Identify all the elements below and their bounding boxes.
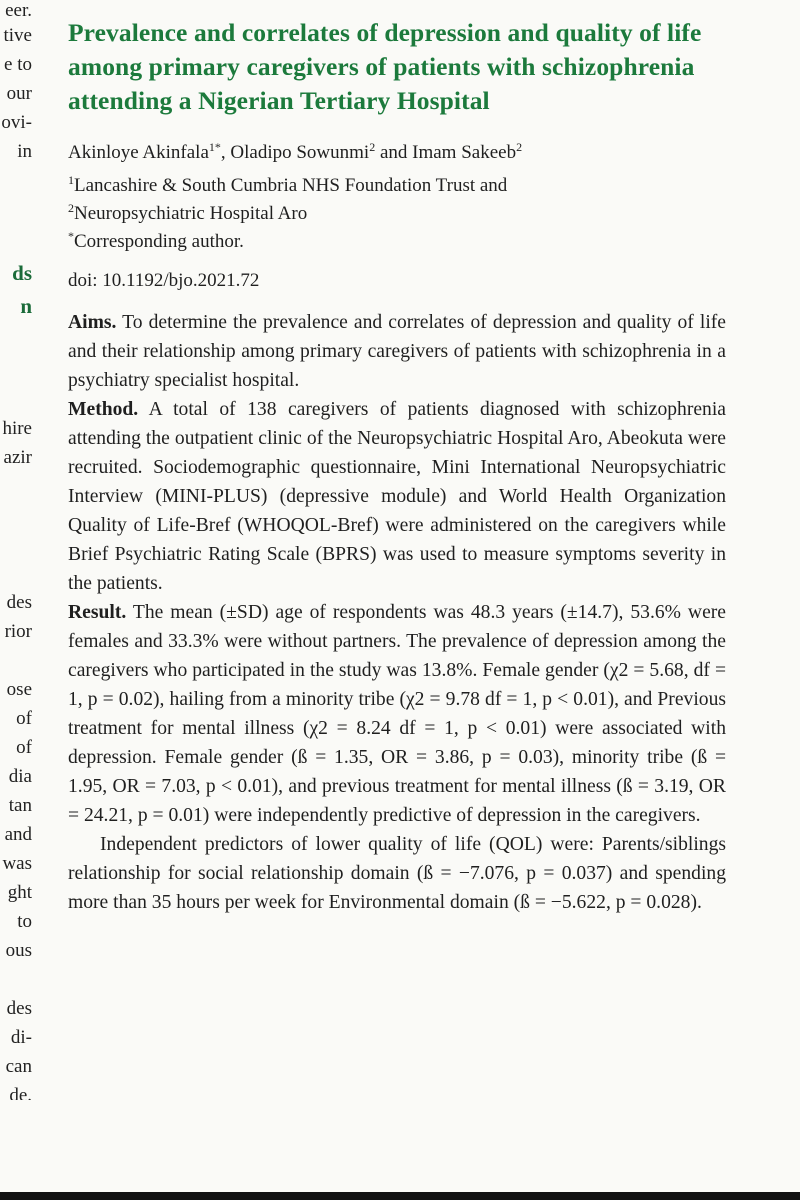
column-fragment: di- bbox=[10, 1027, 32, 1048]
page-edge bbox=[0, 1192, 800, 1200]
column-fragment: ous bbox=[5, 940, 32, 961]
column-fragment: des bbox=[6, 592, 32, 613]
column-fragment: tan bbox=[8, 795, 32, 816]
column-fragment: n bbox=[20, 294, 32, 318]
column-fragment: was bbox=[2, 853, 32, 874]
column-fragment: e to bbox=[4, 54, 32, 75]
doi-link[interactable]: doi: 10.1192/bjo.2021.72 bbox=[68, 270, 260, 291]
column-fragment: in bbox=[17, 141, 32, 162]
author-list: Akinloye Akinfala$^{1*}$, Oladipo Sowunmi$^2$ and Imam Sakeeb$^2$ bbox=[68, 140, 523, 163]
column-fragment: of bbox=[16, 708, 32, 729]
affiliation-number: 1 bbox=[208, 140, 215, 154]
result-paragraph: Result. The mean (±SD) age of respondents was 48.3 years (±14.7), 53.6% were females and 33.3% were without partners. The prevalence of depression among the caregivers who participated in the study was 13.8%. Female gender (χ2 = 5.68, df = 1, p = 0.02), hailing from a minority tribe (χ2 = 9.78 df = 1, p < 0.01), and Previous treatment for mental illness (χ2 = 8.24 df = 1, p < 0.01) were associated with depression. Female gender (ß = 1.35, OR = 3.86, p = 0.03), minority tribe (ß = 1.95, OR = 7.03, p < 0.01), and previous treatment for mental illness (ß = 3.19, OR = 24.21, p = 0.01) were independently predictive of depression in the caregivers. bbox=[68, 602, 726, 826]
author-name: Akinloye Akinfala bbox=[68, 142, 209, 163]
column-fragment: dia bbox=[8, 766, 32, 787]
affiliation-line: $^2$Neuropsychiatric Hospital Aro bbox=[68, 201, 308, 224]
column-fragment: rior bbox=[4, 621, 32, 642]
affiliation-number: 2 bbox=[369, 140, 376, 154]
column-fragment: ds bbox=[12, 261, 32, 285]
column-fragment: and bbox=[4, 824, 32, 845]
column-fragment: can bbox=[5, 1056, 32, 1077]
abstract-body bbox=[68, 308, 726, 917]
method-paragraph: Method. A total of 138 caregivers of patients diagnosed with schizophrenia attending the outpatient clinic of the Neuropsychiatric Hospital Aro, Abeokuta were recruited. Sociodemographic questionnaire, Mini International Neuropsychiatric Interview (MINI-PLUS) (depressive module) and World Health Organization Quality of Life-Bref (WHOQOL-Bref) were administered on the caregivers while Brief Psychiatric Rating Scale (BPRS) was used to measure symptoms severity in the patients. bbox=[68, 399, 726, 594]
author-name: Imam Sakeeb bbox=[412, 142, 517, 163]
column-fragment: hire bbox=[2, 418, 32, 439]
qol-paragraph: Independent predictors of lower quality of life (QOL) were: Parents/siblings relationship for social relationship domain (ß = −7.076, p = 0.037) and spending more than 35 hours per week for Environmental domain (ß = −5.622, p = 0.028). bbox=[68, 834, 726, 913]
column-fragment: eer. bbox=[5, 0, 32, 21]
column-fragment: de. bbox=[9, 1085, 32, 1100]
section-heading: Aims. bbox=[68, 312, 117, 333]
column-fragment: azir bbox=[3, 447, 32, 468]
column-fragment: to bbox=[17, 911, 32, 932]
column-fragment: ose bbox=[6, 679, 32, 700]
section-heading: Result. bbox=[68, 602, 127, 623]
column-fragment: ght bbox=[7, 882, 32, 903]
column-fragment: tive bbox=[3, 25, 32, 46]
affiliation-line: $^1$Lancashire & South Cumbria NHS Foundation Trust and bbox=[68, 173, 508, 196]
column-fragment: our bbox=[6, 83, 32, 104]
column-fragment: of bbox=[16, 737, 32, 758]
corresponding-mark: * bbox=[214, 140, 221, 154]
affiliations bbox=[68, 172, 726, 256]
previous-column-fragments bbox=[0, 0, 40, 1100]
article-title: Prevalence and correlates of depression and quality of life among primary caregivers of patients with schizophrenia attending a Nigerian Tertiary Hospital bbox=[68, 18, 702, 115]
affiliation-number: 2 bbox=[516, 140, 523, 154]
article-abstract bbox=[68, 16, 726, 917]
author-name: Oladipo Sowunmi bbox=[230, 142, 370, 163]
section-heading: Method. bbox=[68, 399, 139, 420]
column-fragment: des bbox=[6, 998, 32, 1019]
column-fragment: ovi- bbox=[1, 112, 32, 133]
corresponding-author-note: *Corresponding author. bbox=[68, 229, 244, 252]
aims-paragraph: Aims. To determine the prevalence and correlates of depression and quality of life and their relationship among primary caregivers of patients with schizophrenia in a psychiatry specialist hospital. bbox=[68, 312, 726, 391]
